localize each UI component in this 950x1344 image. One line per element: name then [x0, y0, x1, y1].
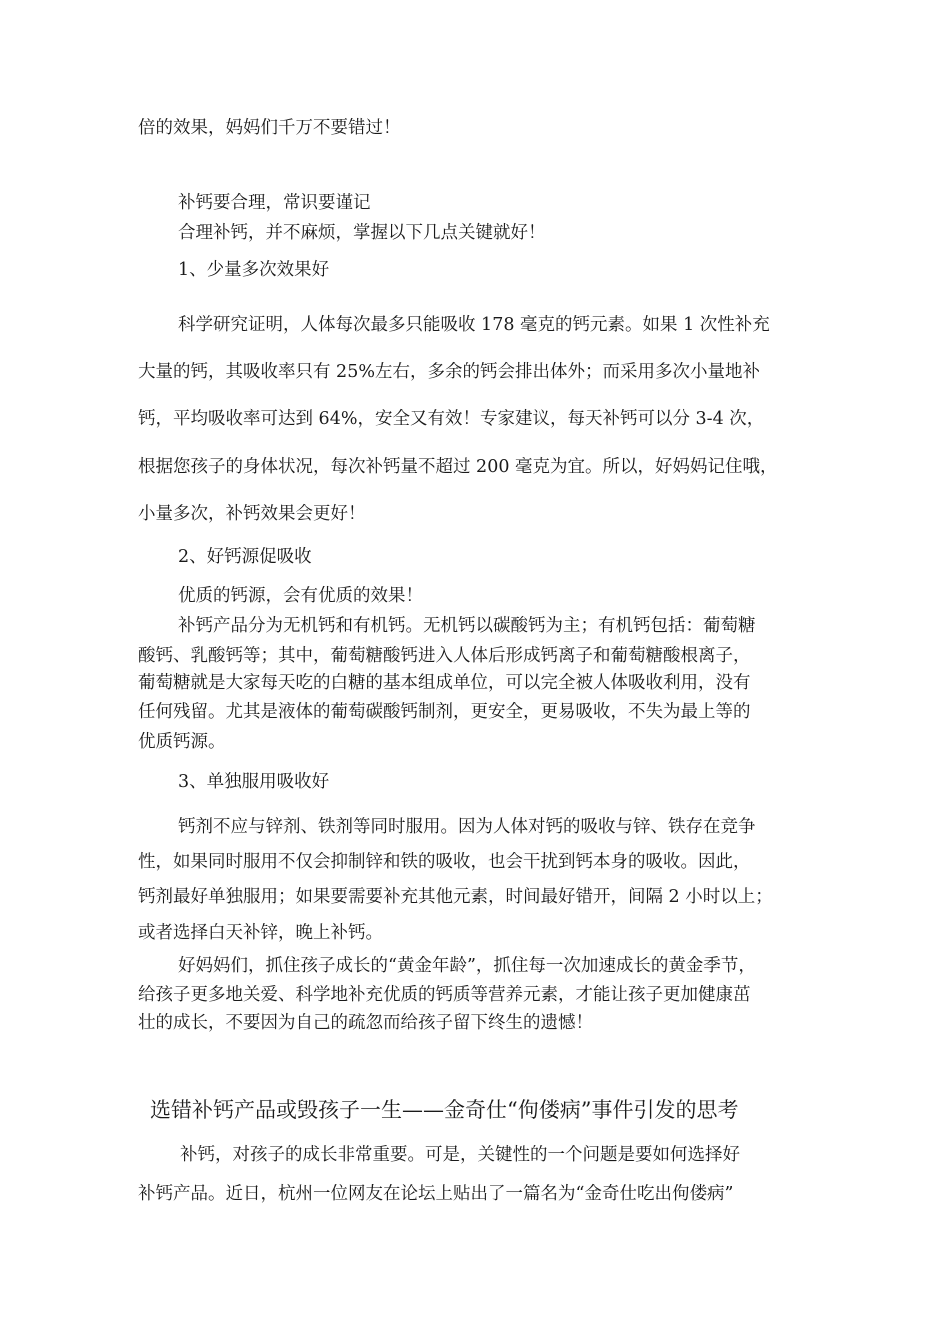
paragraph-line: 合理补钙，并不麻烦，掌握以下几点关键就好！: [178, 223, 546, 243]
subheading: 1、少量多次效果好: [178, 260, 330, 280]
paragraph-line: 补钙产品。近日，杭州一位网友在论坛上贴出了一篇名为“金奇仕吃出佝偻病”: [138, 1184, 734, 1204]
paragraph-line: 或者选择白天补锌，晚上补钙。: [138, 923, 383, 943]
paragraph-line: 葡萄糖就是大家每天吃的白糖的基本组成单位，可以完全被人体吸收利用，没有: [138, 673, 751, 693]
paragraph-line: 优质钙源。: [138, 732, 226, 752]
paragraph-line: 小量多次，补钙效果会更好！: [138, 504, 366, 524]
paragraph-line: 壮的成长，不要因为自己的疏忽而给孩子留下终生的遗憾！: [138, 1013, 593, 1033]
paragraph-line: 大量的钙，其吸收率只有 25%左右，多余的钙会排出体外；而采用多次小量地补: [138, 362, 760, 382]
paragraph-line: 好妈妈们，抓住孩子成长的“黄金年龄”，抓住每一次加速成长的黄金季节，: [178, 956, 756, 976]
paragraph-line: 钙，平均吸收率可达到 64%，安全又有效！专家建议，每天补钙可以分 3-4 次，: [138, 409, 765, 429]
paragraph-line: 优质的钙源，会有优质的效果！: [178, 586, 423, 606]
paragraph-line: 任何残留。尤其是液体的葡萄碳酸钙制剂，更安全，更易吸收，不失为最上等的: [138, 702, 751, 722]
paragraph-line: 科学研究证明，人体每次最多只能吸收 178 毫克的钙元素。如果 1 次性补充: [178, 315, 770, 335]
paragraph-line: 性，如果同时服用不仅会抑制锌和铁的吸收，也会干扰到钙本身的吸收。因此，: [138, 852, 751, 872]
article-title: 选错补钙产品或毁孩子一生——金奇仕“佝偻病”事件引发的思考: [150, 1098, 739, 1122]
paragraph-line: 补钙，对孩子的成长非常重要。可是，关键性的一个问题是要如何选择好: [180, 1145, 740, 1165]
paragraph-line: 钙剂最好单独服用；如果要需要补充其他元素，时间最好错开，间隔 2 小时以上；: [138, 887, 773, 907]
paragraph-line: 根据您孩子的身体状况，每次补钙量不超过 200 毫克为宜。所以，好妈妈记住哦，: [138, 457, 778, 477]
paragraph-line: 给孩子更多地关爱、科学地补充优质的钙质等营养元素，才能让孩子更加健康茁: [138, 985, 751, 1005]
section-title: 补钙要合理，常识要谨记: [178, 193, 371, 213]
paragraph-line: 酸钙、乳酸钙等；其中，葡萄糖酸钙进入人体后形成钙离子和葡萄糖酸根离子，: [138, 646, 751, 666]
paragraph-line: 补钙产品分为无机钙和有机钙。无机钙以碳酸钙为主；有机钙包括：葡萄糖: [178, 616, 756, 636]
paragraph-line: 倍的效果，妈妈们千万不要错过！: [138, 118, 401, 138]
subheading: 2、好钙源促吸收: [178, 547, 312, 567]
subheading: 3、单独服用吸收好: [178, 772, 330, 792]
paragraph-line: 钙剂不应与锌剂、铁剂等同时服用。因为人体对钙的吸收与锌、铁存在竞争: [178, 817, 756, 837]
